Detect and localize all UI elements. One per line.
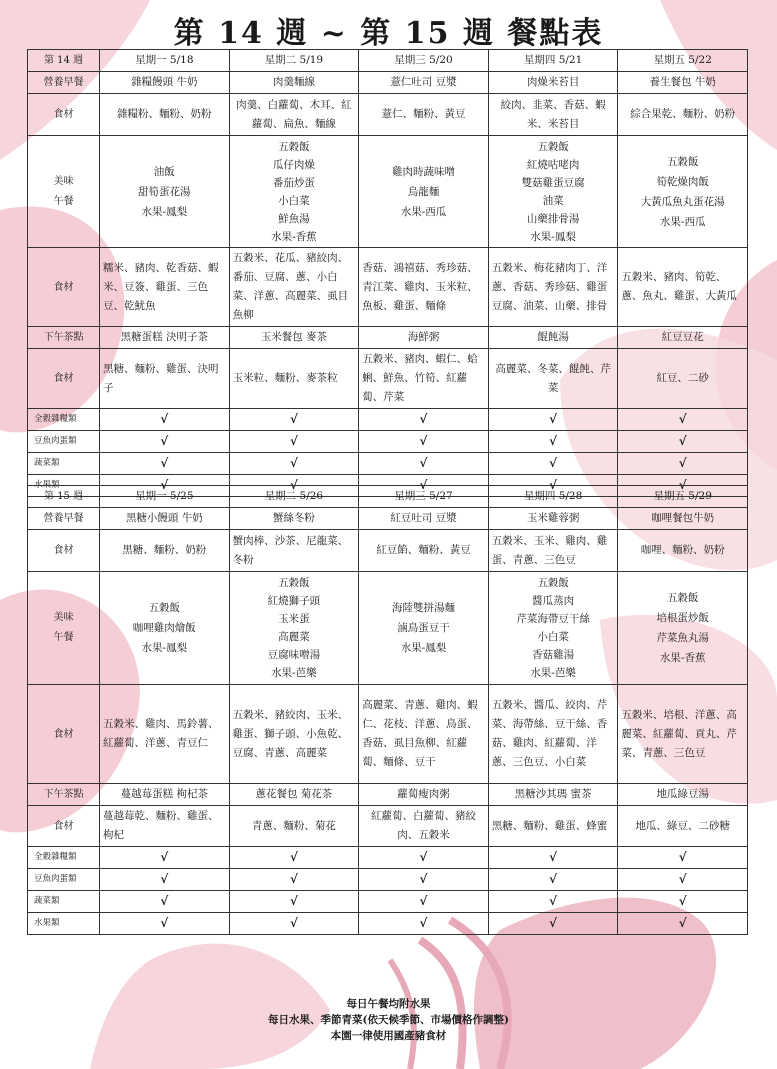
menu-cell: 肉燥米苔目 bbox=[488, 72, 618, 94]
check-mark: √ bbox=[359, 847, 489, 869]
snack-row bbox=[28, 327, 748, 349]
ingredient-cell: 五穀米、豬肉、蝦仁、蛤蜊、鮮魚、竹筍、紅蘿蔔、芹菜 bbox=[359, 349, 489, 409]
ingredient-cell: 五穀米、培根、洋蔥、高麗菜、紅蘿蔔、貢丸、芹菜、青蔥、三色豆 bbox=[618, 685, 748, 784]
menu-cell: 黑糖小饅頭 牛奶 bbox=[100, 508, 230, 530]
lunch-cell: 五穀飯 筍乾燥肉飯 大黃瓜魚丸蛋花湯 水果-西瓜 bbox=[618, 136, 748, 248]
check-mark: √ bbox=[100, 869, 230, 891]
week-15-table bbox=[27, 485, 748, 935]
check-mark: √ bbox=[359, 453, 489, 475]
snack-ingredients-row bbox=[28, 349, 748, 409]
day-header: 星期二 5/26 bbox=[229, 486, 359, 508]
snack-ingredients-row bbox=[28, 806, 748, 847]
lunch-cell: 五穀飯 咖哩雞肉燴飯 水果-鳳梨 bbox=[100, 572, 230, 685]
lunch-cell: 雞肉時蔬味噌 烏龍麵 水果-西瓜 bbox=[359, 136, 489, 248]
breakfast-ingredients-row bbox=[28, 530, 748, 572]
ingredient-cell: 高麗菜、冬菜、餛飩、芹菜 bbox=[488, 349, 618, 409]
check-mark: √ bbox=[488, 453, 618, 475]
footer-line: 本園一律使用國產豬食材 bbox=[330, 1030, 447, 1042]
food-group-row bbox=[28, 453, 748, 475]
food-group-row bbox=[28, 431, 748, 453]
lunch-row bbox=[28, 136, 748, 248]
footer-notes bbox=[0, 996, 777, 1044]
menu-cell: 蟹絲冬粉 bbox=[229, 508, 359, 530]
snack-cell: 蔥花餐包 菊花茶 bbox=[229, 784, 359, 806]
day-header: 星期一 5/25 bbox=[100, 486, 230, 508]
check-mark: √ bbox=[488, 913, 618, 935]
ingredient-cell: 青蔥、麵粉、菊花 bbox=[229, 806, 359, 847]
ingredient-cell: 綜合果乾、麵粉、奶粉 bbox=[618, 94, 748, 136]
check-mark: √ bbox=[359, 913, 489, 935]
menu-cell: 玉米雞蓉粥 bbox=[488, 508, 618, 530]
check-mark: √ bbox=[100, 891, 230, 913]
footer-line: 每日午餐均附水果 bbox=[346, 998, 431, 1010]
check-mark: √ bbox=[100, 913, 230, 935]
footer-line: 每日水果、季節青菜(依天候季節、市場價格作調整) bbox=[268, 1014, 509, 1026]
lunch-cell: 海陸雙拼湯麵 滷鳥蛋豆干 水果-鳳梨 bbox=[359, 572, 489, 685]
food-group-label: 全穀雜糧類 bbox=[28, 847, 100, 869]
ingredient-cell: 咖哩、麵粉、奶粉 bbox=[618, 530, 748, 572]
check-mark: √ bbox=[618, 869, 748, 891]
check-mark: √ bbox=[488, 891, 618, 913]
week-14-table bbox=[27, 49, 748, 497]
check-mark: √ bbox=[618, 409, 748, 431]
food-group-row bbox=[28, 409, 748, 431]
header-row bbox=[28, 50, 748, 72]
week-label: 第 15 週 bbox=[28, 486, 100, 508]
row-label: 營養早餐 bbox=[28, 72, 100, 94]
ingredient-cell: 糯米、豬肉、乾香菇、蝦米、豆簽、雞蛋、三色豆、乾魷魚 bbox=[100, 248, 230, 327]
ingredient-cell: 紅豆餡、麵粉、黃豆 bbox=[359, 530, 489, 572]
row-label: 食材 bbox=[28, 94, 100, 136]
menu-cell: 養生餐包 牛奶 bbox=[618, 72, 748, 94]
check-mark: √ bbox=[618, 847, 748, 869]
menu-cell: 咖哩餐包牛奶 bbox=[618, 508, 748, 530]
snack-cell: 蔓越莓蛋糕 枸杞茶 bbox=[100, 784, 230, 806]
menu-cell: 薏仁吐司 豆漿 bbox=[359, 72, 489, 94]
ingredient-cell: 玉米粒、麵粉、麥茶粒 bbox=[229, 349, 359, 409]
check-mark: √ bbox=[359, 475, 489, 497]
snack-cell: 黑糖蛋糕 決明子茶 bbox=[100, 327, 230, 349]
check-mark: √ bbox=[618, 453, 748, 475]
lunch-cell: 五穀飯 醬瓜蒸肉 芹菜海帶豆干絲 小白菜 香菇雞湯 水果-芭樂 bbox=[488, 572, 618, 685]
ingredient-cell: 蔓越莓乾、麵粉、雞蛋、枸杞 bbox=[100, 806, 230, 847]
menu-cell: 肉羹麵線 bbox=[229, 72, 359, 94]
check-mark: √ bbox=[229, 453, 359, 475]
lunch-cell: 五穀飯 紅燒獅子頭 玉米蛋 高麗菜 豆腐味噌湯 水果-芭樂 bbox=[229, 572, 359, 685]
food-group-label: 蔬菜類 bbox=[28, 891, 100, 913]
lunch-row bbox=[28, 572, 748, 685]
ingredient-cell: 黑糖、麵粉、雞蛋、決明子 bbox=[100, 349, 230, 409]
food-group-label: 豆魚肉蛋類 bbox=[28, 431, 100, 453]
row-label: 美味 午餐 bbox=[28, 572, 100, 685]
food-group-row bbox=[28, 891, 748, 913]
snack-cell: 玉米餐包 麥茶 bbox=[229, 327, 359, 349]
check-mark: √ bbox=[229, 913, 359, 935]
week-label: 第 14 週 bbox=[28, 50, 100, 72]
ingredient-cell: 絞肉、韭菜、香菇、蝦米、米苔目 bbox=[488, 94, 618, 136]
ingredient-cell: 蟹肉棒、沙茶、尼龍菜、冬粉 bbox=[229, 530, 359, 572]
food-group-row bbox=[28, 869, 748, 891]
snack-cell: 地瓜綠豆湯 bbox=[618, 784, 748, 806]
check-mark: √ bbox=[100, 475, 230, 497]
check-mark: √ bbox=[488, 847, 618, 869]
ingredient-cell: 五穀米、雞肉、馬鈴薯、紅蘿蔔、洋蔥、青豆仁 bbox=[100, 685, 230, 784]
page-title: 第 14 週 ~ 第 15 週 餐點表 bbox=[173, 16, 604, 51]
ingredient-cell: 五穀米、醬瓜、絞肉、芹菜、海帶絲、豆干絲、香菇、雞肉、紅蘿蔔、洋蔥、三色豆、小白菜 bbox=[488, 685, 618, 784]
check-mark: √ bbox=[618, 913, 748, 935]
lunch-cell: 五穀飯 培根蛋炒飯 芹菜魚丸湯 水果-香蕉 bbox=[618, 572, 748, 685]
day-header: 星期一 5/18 bbox=[100, 50, 230, 72]
ingredient-cell: 五穀米、梅花豬肉丁、洋蔥、香菇、秀珍菇、雞蛋豆腐、油菜、山藥、排骨 bbox=[488, 248, 618, 327]
lunch-cell: 油飯 甜筍蛋花湯 水果-鳳梨 bbox=[100, 136, 230, 248]
check-mark: √ bbox=[229, 409, 359, 431]
check-mark: √ bbox=[229, 869, 359, 891]
check-mark: √ bbox=[100, 431, 230, 453]
check-mark: √ bbox=[100, 409, 230, 431]
check-mark: √ bbox=[359, 409, 489, 431]
food-group-label: 水果類 bbox=[28, 475, 100, 497]
food-group-row bbox=[28, 847, 748, 869]
day-header: 星期四 5/21 bbox=[488, 50, 618, 72]
check-mark: √ bbox=[488, 431, 618, 453]
check-mark: √ bbox=[359, 891, 489, 913]
breakfast-row bbox=[28, 508, 748, 530]
ingredient-cell: 肉羹、白蘿蔔、木耳、紅蘿蔔、扁魚、麵線 bbox=[229, 94, 359, 136]
check-mark: √ bbox=[100, 453, 230, 475]
ingredient-cell: 香菇、鴻禧菇、秀珍菇、青江菜、雞肉、玉米粒、魚板、雞蛋、麵條 bbox=[359, 248, 489, 327]
ingredient-cell: 高麗菜、青蔥、雞肉、蝦仁、花枝、洋蔥、鳥蛋、香菇、虱目魚柳、紅蘿蔔、麵條、豆干 bbox=[359, 685, 489, 784]
day-header: 星期五 5/29 bbox=[618, 486, 748, 508]
row-label: 營養早餐 bbox=[28, 508, 100, 530]
ingredient-cell: 雜糧粉、麵粉、奶粉 bbox=[100, 94, 230, 136]
food-group-label: 豆魚肉蛋類 bbox=[28, 869, 100, 891]
ingredient-cell: 紅蘿蔔、白蘿蔔、豬絞肉、五穀米 bbox=[359, 806, 489, 847]
food-group-row bbox=[28, 913, 748, 935]
lunch-ingredients-row bbox=[28, 248, 748, 327]
check-mark: √ bbox=[618, 475, 748, 497]
lunch-ingredients-row bbox=[28, 685, 748, 784]
snack-cell: 蘿蔔瘦肉粥 bbox=[359, 784, 489, 806]
check-mark: √ bbox=[229, 891, 359, 913]
check-mark: √ bbox=[359, 869, 489, 891]
food-group-label: 水果類 bbox=[28, 913, 100, 935]
snack-cell: 餛飩湯 bbox=[488, 327, 618, 349]
lunch-cell: 五穀飯 紅燒咕咾肉 雙菇雞蛋豆腐 油菜 山藥排骨湯 水果-鳳梨 bbox=[488, 136, 618, 248]
day-header: 星期五 5/22 bbox=[618, 50, 748, 72]
snack-cell: 黑糖沙其瑪 蜜茶 bbox=[488, 784, 618, 806]
ingredient-cell: 黑糖、麵粉、奶粉 bbox=[100, 530, 230, 572]
check-mark: √ bbox=[100, 847, 230, 869]
row-label: 食材 bbox=[28, 248, 100, 327]
check-mark: √ bbox=[359, 431, 489, 453]
row-label: 下午茶點 bbox=[28, 327, 100, 349]
check-mark: √ bbox=[229, 431, 359, 453]
row-label: 食材 bbox=[28, 685, 100, 784]
snack-cell: 紅豆豆花 bbox=[618, 327, 748, 349]
check-mark: √ bbox=[229, 475, 359, 497]
day-header: 星期四 5/28 bbox=[488, 486, 618, 508]
row-label: 下午茶點 bbox=[28, 784, 100, 806]
row-label: 食材 bbox=[28, 806, 100, 847]
breakfast-row bbox=[28, 72, 748, 94]
menu-cell: 紅豆吐司 豆漿 bbox=[359, 508, 489, 530]
day-header: 星期三 5/20 bbox=[359, 50, 489, 72]
ingredient-cell: 黑糖、麵粉、雞蛋、蜂蜜 bbox=[488, 806, 618, 847]
ingredient-cell: 五穀米、豬肉、筍乾、蔥、魚丸、雞蛋、大黃瓜 bbox=[618, 248, 748, 327]
check-mark: √ bbox=[229, 847, 359, 869]
food-group-label: 蔬菜類 bbox=[28, 453, 100, 475]
check-mark: √ bbox=[488, 869, 618, 891]
check-mark: √ bbox=[488, 409, 618, 431]
row-label: 食材 bbox=[28, 530, 100, 572]
day-header: 星期二 5/19 bbox=[229, 50, 359, 72]
ingredient-cell: 五穀米、豬絞肉、玉米、雞蛋、獅子頭、小魚乾、豆腐、青蔥、高麗菜 bbox=[229, 685, 359, 784]
ingredient-cell: 五穀米、玉米、雞肉、雞蛋、青蔥、三色豆 bbox=[488, 530, 618, 572]
snack-row bbox=[28, 784, 748, 806]
menu-cell: 雜糧饅頭 牛奶 bbox=[100, 72, 230, 94]
ingredient-cell: 紅豆、二砂 bbox=[618, 349, 748, 409]
check-mark: √ bbox=[618, 891, 748, 913]
row-label: 美味 午餐 bbox=[28, 136, 100, 248]
snack-cell: 海鮮粥 bbox=[359, 327, 489, 349]
breakfast-ingredients-row bbox=[28, 94, 748, 136]
food-group-label: 全穀雜糧類 bbox=[28, 409, 100, 431]
day-header: 星期三 5/27 bbox=[359, 486, 489, 508]
ingredient-cell: 地瓜、綠豆、二砂糖 bbox=[618, 806, 748, 847]
ingredient-cell: 五穀米、花瓜、豬絞肉、番茄、豆腐、蔥、小白菜、洋蔥、高麗菜、虱目魚柳 bbox=[229, 248, 359, 327]
ingredient-cell: 薏仁、麵粉、黃豆 bbox=[359, 94, 489, 136]
header-row bbox=[28, 486, 748, 508]
check-mark: √ bbox=[488, 475, 618, 497]
row-label: 食材 bbox=[28, 349, 100, 409]
lunch-cell: 五穀飯 瓜仔肉燥 番茄炒蛋 小白菜 鮮魚湯 水果-香蕉 bbox=[229, 136, 359, 248]
check-mark: √ bbox=[618, 431, 748, 453]
